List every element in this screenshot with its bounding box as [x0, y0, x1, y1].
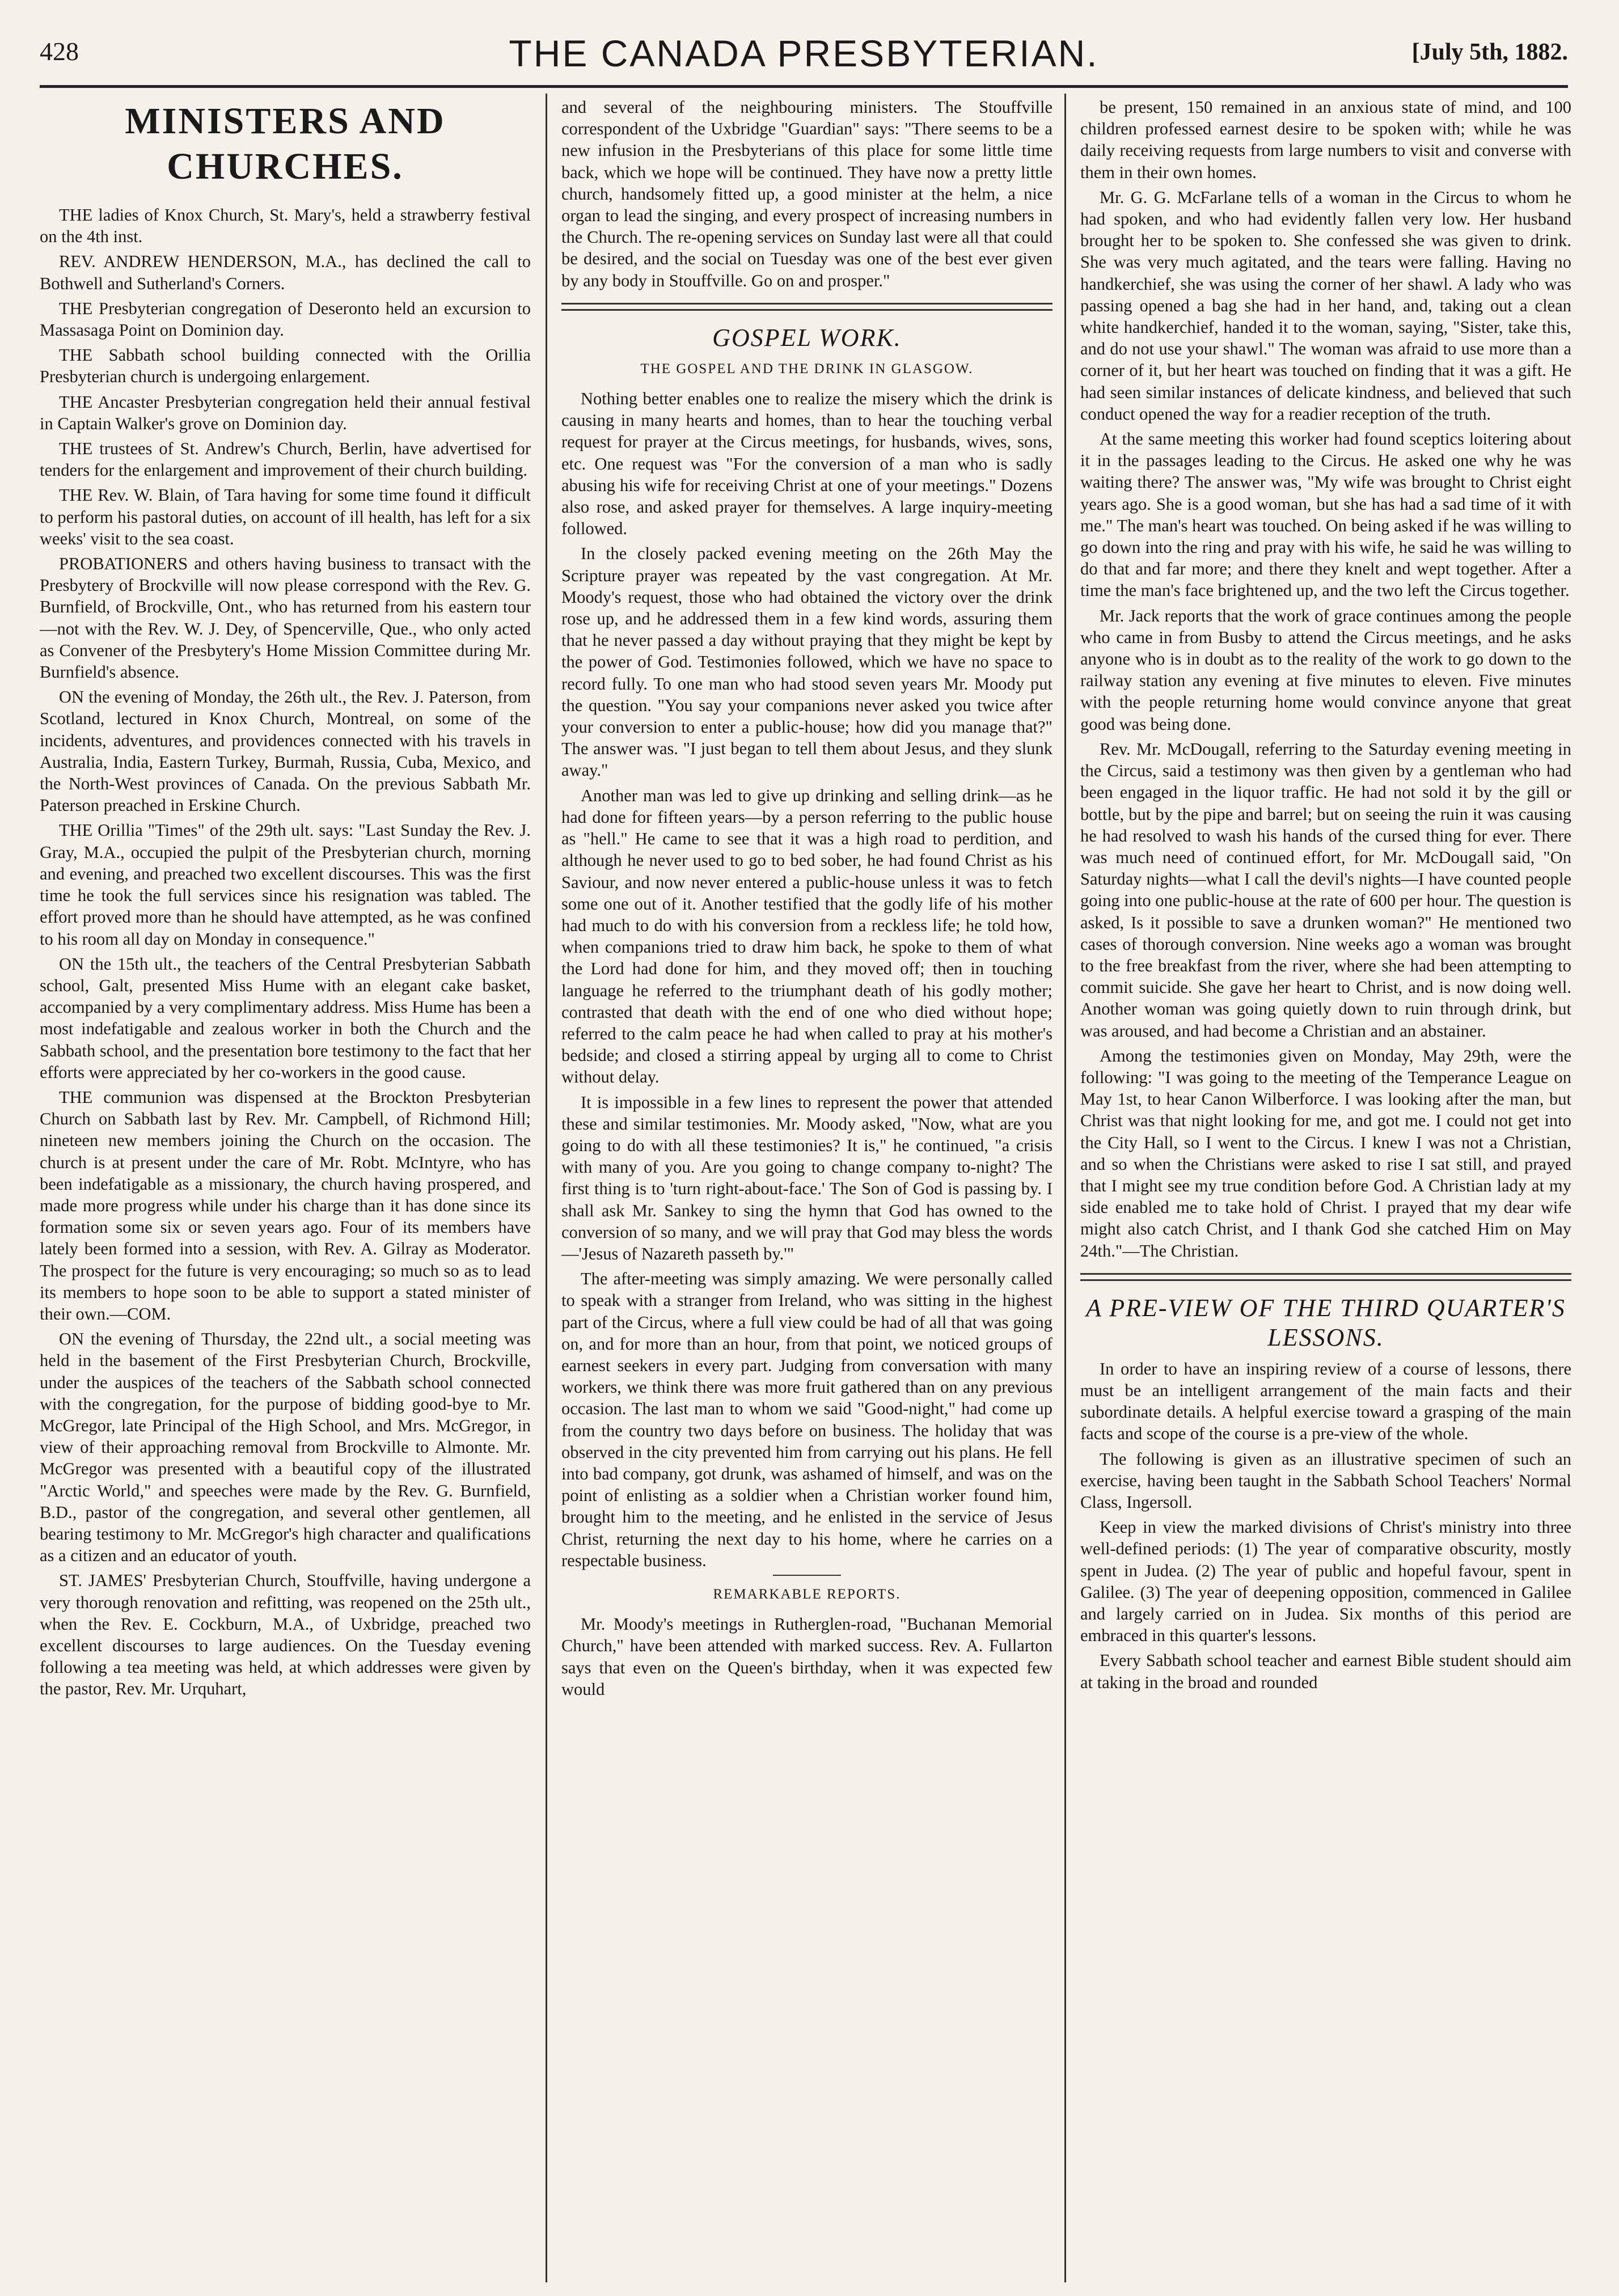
paragraph: Another man was led to give up drinking and selling drink—as he had done for fifteen years—by a person referring to the public house as "hell." He came to see that it was a high road to perdition, and although he never used to go to bed sober, he had found Christ as his Saviour, and now never entered a public-house unless it was to fetch some one out of it. Another testified that the godly life of his mother had much to do with his conversion from a reckless life; he told how, when companions tried to draw him back, he spoke to them of what the Lord had done for him, and they moved off; then in touching language he referred to the triumphant death of his godly mother; contrasted that death with the end of one who died without hope; referred to the calm peace he had when called to pray at his mother's bedside; and closed a stirring appeal by urging all to come to Christ without delay.	[561, 785, 1052, 1087]
masthead	[40, 29, 1568, 81]
article-body	[561, 388, 1052, 1571]
section-heading-ministers-and-churches: MINISTERS AND CHURCHES.	[125, 100, 446, 187]
paragraph: ON the evening of Monday, the 26th ult., the Rev. J. Paterson, from Scotland, lectured in Knox Church, Montreal, on some of the incidents, adventures, and providences connected with his travels in Australia, India, Eastern Turkey, Burmah, Russia, Cuba, Mexico, and the North-West provinces of Canada. On the previous Sabbath Mr. Paterson preached in Erskine Church.	[40, 687, 531, 815]
article-continuation: and several of the neighbouring ministers. The Stouffville correspondent of the Uxbridge "Guardian" says: "There seems to be a new infusion in the Presbyterians of this place for some little time back, which we hope will be continued. They have now a pretty little church, handsomely fitted up, a good minister at the helm, a nice organ to lead the singing, and every prospect of increasing numbers in the Church. The re-opening services on Sunday last were all that could be desired, and the social on Tuesday was one of the best ever given by any body in Stouffville. Go on and prosper."	[561, 98, 1052, 290]
paragraph: The after-meeting was simply amazing. We were personally called to speak with a stranger from Ireland, who was sitting in the highest part of the Circus, where a full view could be had of all that was going on, and for more than an hour, from that point, we noticed groups of earnest seekers in every part. Judging from conversation with many workers, we think there was more fruit gathered than on any previous occasion. The last man to whom we said "Good-night," had come up from the country two days before on business. The holiday that was observed in the city prevented him from carrying out his plans. He fell into bad company, got drunk, was ashamed of himself, and was on the point of enlisting as a soldier when a Christian worker found him, brought him to the meeting, and he enlisted in the service of Jesus Christ, returning the next day to his home, where he carries on a respectable business.	[561, 1269, 1052, 1570]
paragraph: Mr. Moody's meetings in Rutherglen-road, "Buchanan Memorial Church," have been attended with marked success. Rev. A. Fullarton says that even on the Queen's birthday, when it was expected few would	[561, 1614, 1052, 1699]
paragraph: ON the evening of Thursday, the 22nd ult., a social meeting was held in the basement of the First Presbyterian Church, Brockville, under the auspices of the teachers of the Sabbath school connected with the congregation, for the purpose of bidding good-bye to Mr. McGregor, late Principal of the High School, and Mrs. McGregor, in view of their approaching removal from Brockville to Almonte. Mr. McGregor was presented with a beautiful copy of the illustrated "Arctic World," and speeches were made by the Rev. G. Burnfield, B.D., pastor of the congregation, and several other gentlemen, all bearing testimony to Mr. McGregor's high character and qualifications as a citizen and an educator of youth.	[40, 1329, 531, 1566]
paragraph: THE Rev. W. Blain, of Tara having for some time found it difficult to perform his pastoral duties, on account of ill health, has left for a six weeks' visit to the sea coast.	[40, 485, 531, 548]
paragraph: THE Sabbath school building connected with the Orillia Presbyterian church is undergoing enlargement.	[40, 345, 531, 387]
paragraph: REV. ANDREW HENDERSON, M.A., has declined the call to Bothwell and Sutherland's Corners.	[40, 252, 531, 293]
paragraph: THE ladies of Knox Church, St. Mary's, held a strawberry festival on the 4th inst.	[40, 205, 531, 247]
paragraph: PROBATIONERS and others having business to transact with the Presbytery of Brockville will now please correspond with the Rev. G. Burnfield, of Brockville, Ont., who has returned from his eastern tour—not with the Rev. W. J. Dey, of Spencerville, Que., who only acted as Convener of the Presbytery's Home Mission Committee during Mr. Burnfield's absence.	[40, 554, 531, 682]
section-heading-gospel-work: GOSPEL WORK.	[712, 323, 902, 352]
paragraph: THE communion was dispensed at the Brockton Presbyterian Church on Sabbath last by Rev. Mr. Campbell, of Richmond Hill; nineteen new members joining the Church on the occasion. The church is at present under the care of Mr. Robt. McIntyre, who has been indefatigable as a missionary, the church having prospered, and made more progress while under his charge than it has done since its formation some six or seven years ago. Four of its members have lately been formed into a session, with Rev. A. Gilray as Moderator. The prospect for the future is very encouraging; so much so as to lead its members to hope soon to be able to support a stated minister of their own.—COM.	[40, 1087, 531, 1324]
article-body	[40, 204, 531, 1700]
subheading-remarkable-reports: REMARKABLE REPORTS.	[713, 1587, 901, 1602]
masthead-rule	[40, 85, 1568, 88]
paragraph: THE trustees of St. Andrew's Church, Berlin, have advertised for tenders for the enlargement and improvement of their church building.	[40, 439, 531, 480]
article-body	[561, 1613, 1052, 1700]
paragraph: be present, 150 remained in an anxious state of mind, and 100 children professed earnest desire to be spoken with; while he was daily receiving requests from large numbers to visit and converse with them in their own homes.	[1080, 98, 1571, 182]
paragraph: Among the testimonies given on Monday, May 29th, were the following: "I was going to the meeting of the Temperance League on May 1st, to hear Canon Wilberforce. I was looking after the man, but Christ was that night looking for me, and got me. I could not get into the City Hall, so I went to the Circus. I knew I was not a Christian, and so when the Christians were asked to rise I sat still, and prayed that I might see my true condition before God. A Christian lady at my side enabled me to take hold of Christ. I prayed that my dear wife might also catch Christ, and I thank God she catched Him on May 24th."—The Christian.	[1080, 1046, 1571, 1261]
section-divider	[1080, 1273, 1571, 1281]
column-divider	[546, 94, 547, 2282]
paragraph: ST. JAMES' Presbyterian Church, Stouffville, having undergone a very thorough renovation and refitting, was reopened on the 25th ult., when the Rev. E. Cockburn, M.A., of Uxbridge, preached two excellent discourses to large audiences. On the Tuesday evening following a tea meeting was held, at which addresses were given by the pastor, Rev. Mr. Urquhart,	[40, 1571, 531, 1699]
section-heading-preview: A PRE-VIEW OF THE THIRD QUARTER'S LESSONS.	[1086, 1293, 1566, 1351]
paragraph: ON the 15th ult., the teachers of the Central Presbyterian Sabbath school, Galt, presented Miss Hume with an elegant cake basket, accompanied by a very complimentary address. Miss Hume has been a most indefatigable and zealous worker in both the Church and the Sabbath school, and the presentation bore testimony to the fact that her efforts were appreciated by her co-workers in the good cause.	[40, 954, 531, 1082]
paragraph: THE Ancaster Presbyterian congregation held their annual festival in Captain Walker's grove on Dominion day.	[40, 392, 531, 433]
section-divider	[561, 303, 1052, 311]
paragraph: THE Presbyterian congregation of Deseronto held an excursion to Massasaga Point on Dominion day.	[40, 298, 531, 340]
paragraph: Mr. G. G. McFarlane tells of a woman in the Circus to whom he had spoken, and who had evidently fallen very low. Her husband brought her to be spoken to. She confessed she was given to drink. She was very much agitated, and the tears were falling. Having no handkerchief, she was using the corner of her shawl. A lady who was passing opened a bag she had in her hand, and, taking out a clean white handkerchief, handed it to the woman, saying, "Sister, take this, and do not use your shawl." The woman was afraid to use more than a corner of it, but her heart was touched on finding that it was a gift. He had seen similar instances of delicate kindness, and believed that such conduct opened the way for a readier reception of the truth.	[1080, 187, 1571, 424]
paragraph: Keep in view the marked divisions of Christ's ministry into three well-defined periods: (1) The year of comparative obscurity, mostly spent in Judea. (2) The year of public and hopeful favour, spent in Galilee. (3) The year of deepening opposition, commenced in Galilee and largely carried on in Judea. Six months of this period are embraced in this quarter's lessons.	[1080, 1517, 1571, 1646]
paragraph: Mr. Jack reports that the work of grace continues among the people who came in from Busby to attend the Circus meetings, and he asks anyone who is in doubt as to the reality of the work to go down to the railway station any evening at five minutes to eleven. Five minutes with the people returning home would convince anyone that great good was being done.	[1080, 606, 1571, 734]
article-body	[1080, 96, 1571, 1262]
paragraph: In the closely packed evening meeting on the 26th May the Scripture prayer was repeated by the vast congregation. At Mr. Moody's request, those who had obtained the victory over the drink rose up, and he addressed them in a few kind words, assuring them that he never passed a day without praying that they might be kept by the power of God. Testimonies followed, which we have no space to record fully. To one man who had stood seven years Mr. Moody put the question. "You say your companions never asked you twice after your conversion to enter a public-house; how did you manage that?" The answer was. "I just began to tell them about Jesus, and they slunk away."	[561, 544, 1052, 780]
paragraph: Rev. Mr. McDougall, referring to the Saturday evening meeting in the Circus, said a testimony was then given by a gentleman who had been engaged in the liquor traffic. He had not sold it by the gill or bottle, but by the pipe and barrel; but on seeing the ruin it was causing he had resolved to wash his hands of the cursed thing for ever. There was much need of continued effort, for Mr. McDougall said, "On Saturday nights—what I call the devil's nights—I have counted people going into one public-house at the rate of 600 per hour. The question is asked, Is it possible to save a drunken woman?" He mentioned two cases of thorough conversion. Nine weeks ago a woman was brought to the free breakfast from the river, where she had been attempting to commit suicide. She gave her heart to Christ, and is now doing well. Another woman was going quietly down to ruin through drink, but was aroused, and had become a Christian and an abstainer.	[1080, 739, 1571, 1041]
article-subheading: THE GOSPEL AND THE DRINK IN GLASGOW.	[640, 361, 974, 377]
article-body	[1080, 1358, 1571, 1693]
page-number: 428	[40, 37, 79, 66]
paragraph: THE Orillia "Times" of the 29th ult. says: "Last Sunday the Rev. J. Gray, M.A., occupied the pulpit of the Presbyterian church, morning and evening, and preached two excellent discourses. This was the first time he took the full services since his resignation was tabled. The effort proved more than he should have attempted, as he was confined to his room all day on Monday in consequence."	[40, 821, 531, 949]
column-3	[1080, 96, 1571, 2280]
paragraph: The following is given as an illustrative specimen of such an exercise, having been taught in the Sabbath School Teachers' Normal Class, Ingersoll.	[1080, 1449, 1571, 1512]
paragraph: In order to have an inspiring review of a course of lessons, there must be an intelligent arrangement of the main facts and their subordinate details. A helpful exercise toward a grasping of the main facts and scope of the course is a pre-view of the whole.	[1080, 1359, 1571, 1444]
paragraph: Nothing better enables one to realize the misery which the drink is causing in many hearts and homes, than to hear the touching verbal request for prayer at the Circus meetings, for husbands, wives, sons, etc. One request was "For the conversion of a man who is sadly abusing his wife for receiving Christ at one of your meetings." Dozens also rose, and asked prayer for themselves. A large inquiry-meeting followed.	[561, 389, 1052, 539]
column-1	[40, 96, 531, 2280]
column-divider	[1064, 94, 1066, 2282]
issue-date: [July 5th, 1882.	[1411, 39, 1568, 65]
publication-title: THE CANADA PRESBYTERIAN.	[509, 32, 1099, 74]
subsection-rule	[773, 1575, 841, 1576]
column-2	[561, 96, 1052, 2280]
paragraph: Every Sabbath school teacher and earnest Bible student should aim at taking in the broad and rounded	[1080, 1651, 1571, 1692]
paragraph: It is impossible in a few lines to represent the power that attended these and similar testimonies. Mr. Moody asked, "Now, what are you going to do with all these testimonies? It is," he continued, "a crisis with many of you. Are you going to change company to-night? The first thing is to 'turn right-about-face.' The Son of God is passing by. I shall ask Mr. Sankey to sing the hymn that God has owned to the conversion of so many, and we will pray that God may bless the words—'Jesus of Nazareth passeth by.'"	[561, 1092, 1052, 1263]
paragraph: At the same meeting this worker had found sceptics loitering about it in the passages leading to the Circus. He asked one why he was waiting there? The answer was, "My wife was brought to Christ eight years ago. She is a good woman, but she has had a sad time of it with me." The man's heart was touched. On being asked if he was willing to go down into the ring and pray with his wife, he said he was willing to do that and far more; and there they knelt and wept together. After a time the man's face brightened up, and the two left the Circus together.	[1080, 429, 1571, 601]
